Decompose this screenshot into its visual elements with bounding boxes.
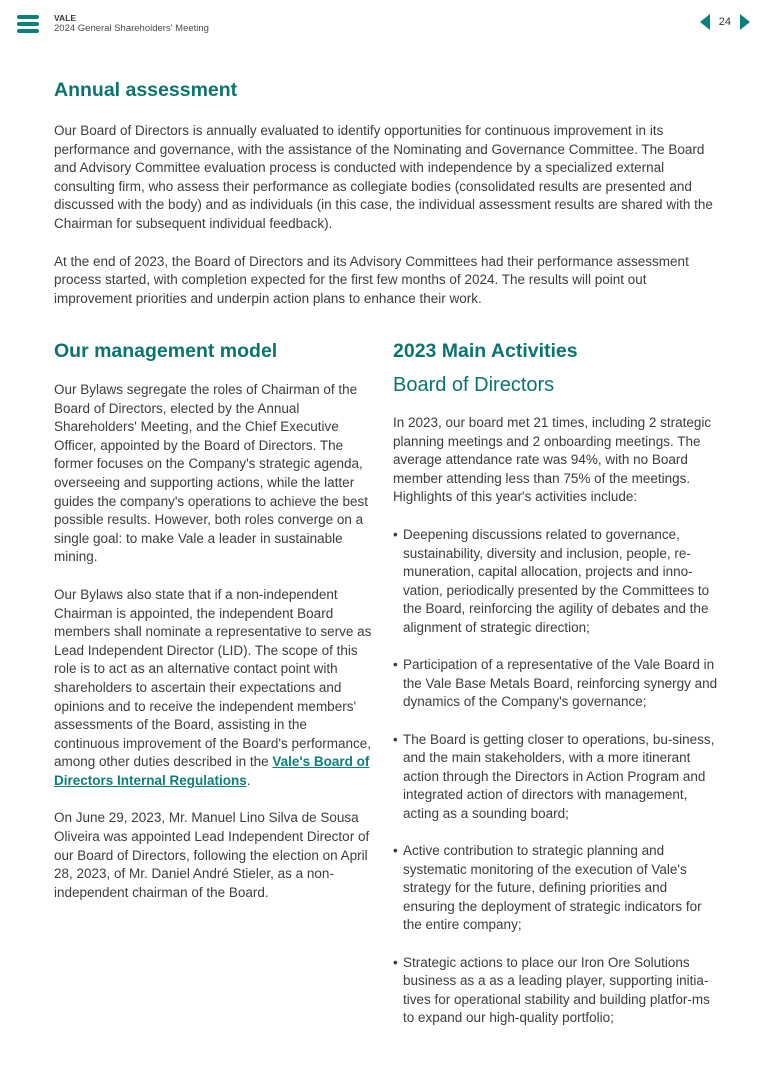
- page-navigation: [700, 14, 750, 30]
- brand-block: [54, 13, 209, 34]
- main-activities-title: 2023 Main Activities: [393, 340, 578, 362]
- activities-list: [393, 526, 718, 1028]
- annual-assessment-section: [54, 78, 714, 308]
- page-number: 24: [718, 16, 731, 28]
- activities-intro: In 2023, our board met 21 times, including 2 strategic planning meetings and 2 onboarding meetings. The average attendance rate was 94%, with no Board member attending less than 75% of the meetings. Highlights of this year's activities include:: [393, 415, 712, 505]
- page-header: [0, 0, 766, 50]
- main-activities-section: [393, 339, 718, 1047]
- management-paragraph-2-end: .: [246, 772, 251, 788]
- triangle-left-icon[interactable]: [700, 14, 710, 30]
- list-item: • Participation of a representative of the Vale Board in the Vale Base Metals Board, reinforcing synergy and dynamics of the Company's governance;: [393, 656, 718, 712]
- management-paragraph-2-text: Our Bylaws also state that if a non-independent Chairman is appointed, the independent Board members shall nominate a representative to serve as Lead Independent Director (LID). The scope of this role is to act as an alternative contact point with shareholders to ascertain their expectations and opinions and to receive the independent members' assessments of the Board, assisting in the continuous improvement of the Board's performance, among other duties described in the: [54, 586, 372, 770]
- list-item: • Deepening discussions related to governance, sustainability, diversity and inclusion, people, re-muneration, capital allocation, projects and inno-vation, periodically presented by the Committees to the Board, reinforcing the agility of debates and the alignment of strategic direction;: [393, 526, 718, 638]
- internal-regulations-link[interactable]: Vale's Board of Directors Internal Regulations: [54, 754, 370, 788]
- annual-paragraph-2: At the end of 2023, the Board of Directors and its Advisory Committees had their performance assessment process started, with completion expected for the first few months of 2024. The results will point out improvement priorities and underpin action plans to enhance their work.: [54, 253, 689, 306]
- hamburger-menu-icon[interactable]: [17, 15, 39, 33]
- management-paragraph-2: [54, 586, 374, 791]
- list-item: • Active contribution to strategic planning and systematic monitoring of the execution of Vale's strategy for the future, defining priorities and ensuring the deployment of strategic indicators for the entire company;: [393, 842, 718, 935]
- brand-name: VALE: [54, 13, 77, 23]
- annual-assessment-title: Annual assessment: [54, 79, 238, 101]
- board-of-directors-subtitle: Board of Directors: [393, 374, 555, 396]
- annual-paragraph-1: Our Board of Directors is annually evaluated to identify opportunities for continuous improvement in its performance and governance, with the assistance of the Nominating and Governance Committee. The Board and Advisory Committee evaluation process is conducted with independence by a specialized external consulting firm, who assess their performance as collegiate bodies (consolidated results are presented and discussed with the body) and as individuals (in this case, the individual assessment results are shared with the Chairman for subsequent individual feedback).: [54, 123, 713, 231]
- management-model-section: [54, 339, 374, 902]
- management-paragraph-1: Our Bylaws segregate the roles of Chairman of the Board of Directors, elected by the Annual Shareholders' Meeting, and the Chief Executive Officer, appointed by the Board of Directors. The former focuses on the Company's strategic agenda, overseeing and supporting actions, while the latter guides the company's operations to achieve the best possible results. However, both roles converge on a single goal: to make Vale a leader in sustainable mining.: [54, 382, 369, 565]
- management-paragraph-3: On June 29, 2023, Mr. Manuel Lino Silva de Sousa Oliveira was appointed Lead Independent Director of our Board of Directors, following the election on April 28, 2023, of Mr. Daniel André Stieler, as a non-independent chairman of the Board.: [54, 810, 370, 900]
- list-item: • Strategic actions to place our Iron Ore Solutions business as a as a leading player, supporting initia-tives for operational stability and building platfor-ms to expand our high-quality portfolio;: [393, 954, 718, 1028]
- document-subtitle: 2024 General Shareholders' Meeting: [54, 23, 209, 34]
- management-model-title: Our management model: [54, 340, 278, 362]
- list-item: • The Board is getting closer to operations, bu-siness, and the main stakeholders, with a more itinerant action through the Directors in Action Program and integrated action of directors with management, acting as a sounding board;: [393, 731, 718, 824]
- triangle-right-icon[interactable]: [740, 14, 750, 30]
